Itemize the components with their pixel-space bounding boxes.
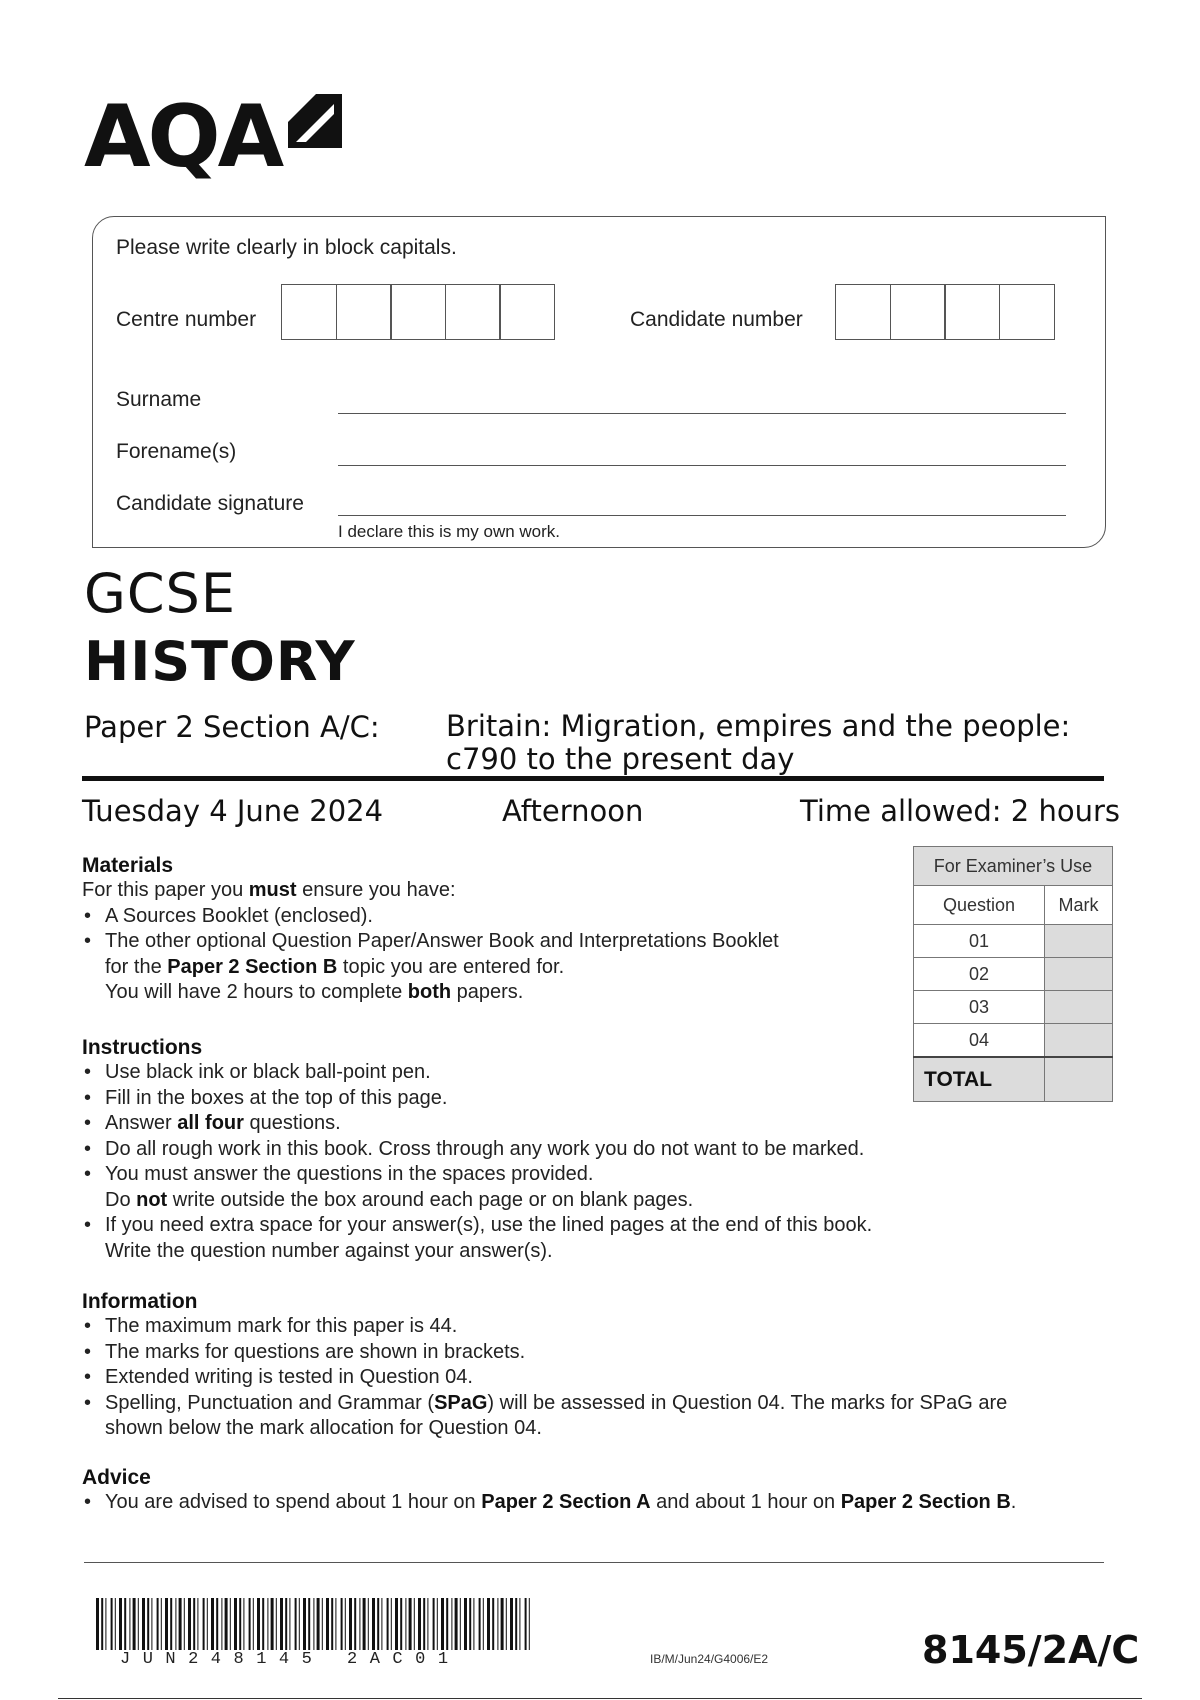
list-item: • You must answer the questions in the spaces provided. Do not write outside the box around each page or on blank pages. [82, 1162, 982, 1213]
footer-divider [84, 1562, 1104, 1563]
list-item: • Answer all four questions. [82, 1111, 982, 1137]
centre-digit-box[interactable] [336, 284, 392, 340]
centre-digit-box[interactable] [390, 284, 446, 340]
examiner-table-heading: For Examiner’s Use [914, 847, 1113, 886]
paper-title [446, 710, 1126, 776]
instructions-section [82, 1036, 982, 1264]
instructions-heading: Instructions [82, 1036, 203, 1059]
signature-line[interactable] [338, 515, 1066, 516]
qualification-title: GCSE [84, 562, 236, 625]
aqa-logo-mark-icon [286, 92, 344, 154]
total-mark-cell [1045, 1057, 1113, 1102]
centre-number-boxes[interactable] [281, 284, 555, 340]
centre-digit-box[interactable] [499, 284, 555, 340]
advice-heading: Advice [82, 1466, 151, 1489]
mark-column-header: Mark [1045, 886, 1113, 925]
mark-cell [1045, 991, 1113, 1024]
aqa-logo [84, 87, 344, 192]
information-list [82, 1314, 1102, 1442]
paper-title-line: Britain: Migration, empires and the people: [446, 709, 1071, 743]
list-item: • Fill in the boxes at the top of this page. [82, 1086, 982, 1112]
materials-intro: For this paper you must ensure you have: [82, 879, 456, 901]
list-item: • A Sources Booklet (enclosed). [82, 904, 882, 930]
logo-text: AQA [84, 87, 282, 187]
list-item: • Do all rough work in this book. Cross through any work you do not want to be marked. [82, 1137, 982, 1163]
list-item: • The marks for questions are shown in brackets. [82, 1340, 1102, 1366]
title-divider [82, 776, 1104, 781]
forename-line[interactable] [338, 465, 1066, 466]
instructions-list [82, 1060, 982, 1264]
barcode-text: JUN248145 2AC01 [120, 1650, 461, 1669]
paper-code: 8145/2A/C [922, 1628, 1140, 1672]
question-number: 02 [914, 958, 1045, 991]
surname-line[interactable] [338, 413, 1066, 414]
centre-digit-box[interactable] [445, 284, 501, 340]
question-number: 03 [914, 991, 1045, 1024]
advice-list [82, 1490, 1122, 1516]
candidate-digit-box[interactable] [890, 284, 946, 340]
list-item: • If you need extra space for your answer(s), use the lined pages at the end of this book. Write the question number against your answer(s). [82, 1213, 982, 1264]
list-item: • The other optional Question Paper/Answer Book and Interpretations Booklet for the Paper 2 Section B topic you are entered for. You will have 2 hours to complete both papers. [82, 929, 882, 1006]
centre-digit-box[interactable] [281, 284, 337, 340]
surname-label: Surname [116, 388, 202, 411]
advice-section [82, 1466, 1122, 1516]
mark-cell [1045, 1024, 1113, 1058]
candidate-digit-box[interactable] [835, 284, 891, 340]
barcode-icon [96, 1598, 536, 1650]
candidate-number-boxes[interactable] [835, 284, 1055, 340]
candidate-digit-box[interactable] [944, 284, 1000, 340]
materials-heading: Materials [82, 854, 174, 877]
centre-number-label: Centre number [116, 308, 257, 331]
information-section [82, 1290, 1102, 1442]
mark-cell [1045, 925, 1113, 958]
materials-list [82, 904, 882, 1006]
total-label: TOTAL [914, 1057, 1045, 1102]
subject-title: HISTORY [84, 630, 356, 693]
candidate-digit-box[interactable] [999, 284, 1055, 340]
reference-code: IB/M/Jun24/G4006/E2 [650, 1652, 769, 1666]
candidate-number-label: Candidate number [630, 308, 803, 331]
paper-title-line: c790 to the present day [446, 742, 795, 776]
mark-cell [1045, 958, 1113, 991]
declaration-text: I declare this is my own work. [338, 522, 561, 541]
list-item: • Use black ink or black ball-point pen. [82, 1060, 982, 1086]
question-column-header: Question [914, 886, 1045, 925]
list-item: • The maximum mark for this paper is 44. [82, 1314, 1102, 1340]
page-bottom-rule [58, 1698, 1142, 1699]
signature-label: Candidate signature [116, 492, 304, 515]
information-heading: Information [82, 1290, 198, 1313]
examiner-use-table [913, 846, 1113, 1102]
forename-label: Forename(s) [116, 440, 237, 463]
list-item: • Spelling, Punctuation and Grammar (SPaG) will be assessed in Question 04. The marks for SPaG are shown below the mark allocation for Question 04. [82, 1391, 1102, 1442]
question-number: 04 [914, 1024, 1045, 1058]
time-allowed: Time allowed: 2 hours [800, 794, 1120, 828]
exam-session: Afternoon [502, 794, 644, 828]
block-capitals-instruction: Please write clearly in block capitals. [116, 236, 457, 259]
list-item: • Extended writing is tested in Question 04. [82, 1365, 1102, 1391]
list-item: • You are advised to spend about 1 hour on Paper 2 Section A and about 1 hour on Paper 2 Section B. [82, 1490, 1122, 1516]
materials-section [82, 854, 882, 1006]
exam-date: Tuesday 4 June 2024 [82, 794, 384, 828]
paper-label: Paper 2 Section A/C: [84, 710, 380, 744]
question-number: 01 [914, 925, 1045, 958]
